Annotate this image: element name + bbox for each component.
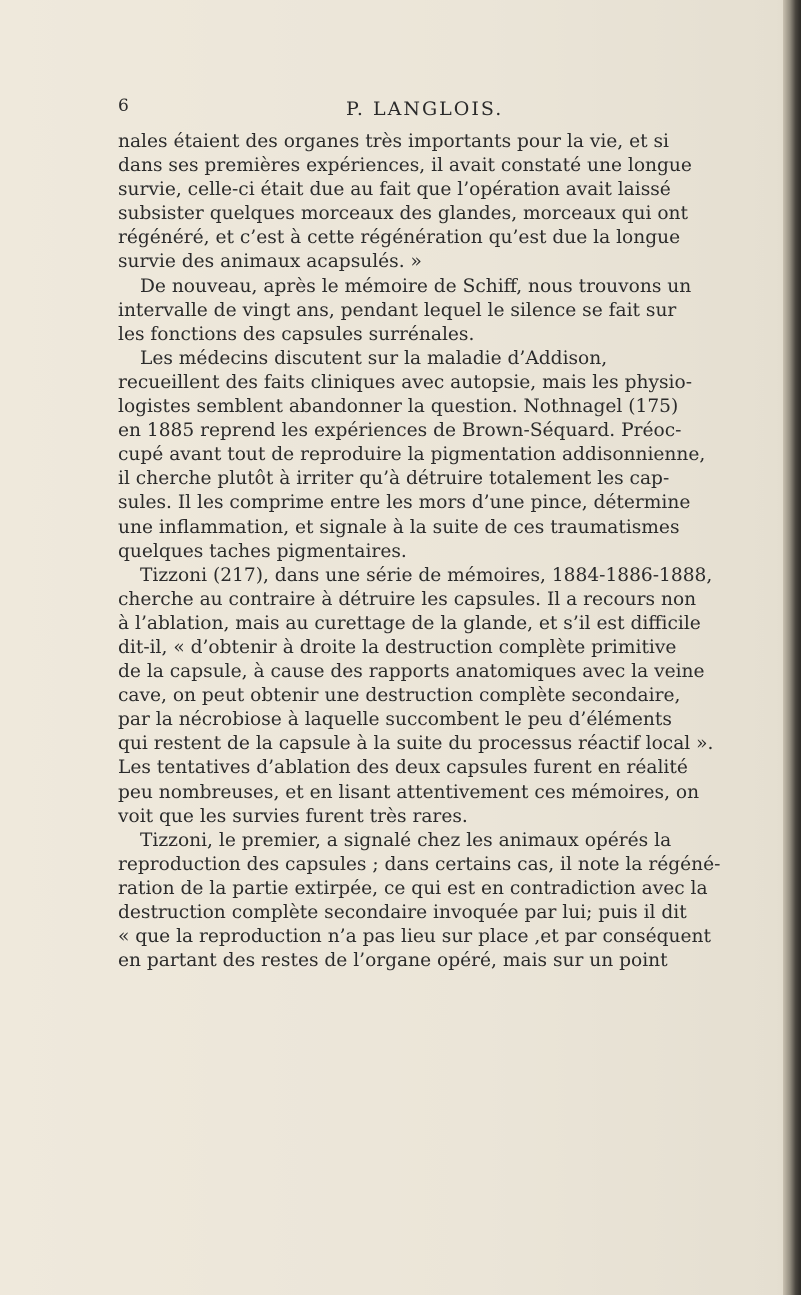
text-line: dit-il, « d’obtenir à droite la destruction complète primitive [118, 636, 677, 658]
text-line: quelques taches pigmentaires. [118, 540, 407, 562]
text-line: cupé avant tout de reproduire la pigmentation addisonnienne, [118, 444, 706, 466]
text-line: survie, celle-ci était due au fait que l’opération avait laissé [118, 179, 671, 201]
body-text [118, 130, 722, 973]
text-line: ration de la partie extirpée, ce qui est en contradiction avec la [118, 877, 708, 899]
text-line: dans ses premières expériences, il avait constaté une longue [118, 155, 692, 177]
text-line: logistes semblent abandonner la question. Nothnagel (175) [118, 396, 679, 418]
text-line: une inflammation, et signale à la suite de ces traumatismes [118, 516, 680, 538]
text-line: « que la reproduction n’a pas lieu sur place ,et par conséquent [118, 926, 711, 948]
text-line: cherche au contraire à détruire les capsules. Il a recours non [118, 588, 697, 610]
paragraph-start: Tizzoni (217), dans une série de mémoires, 1884-1886-1888, [140, 564, 713, 586]
text-line: il cherche plutôt à irriter qu’à détruire totalement les cap- [118, 468, 670, 490]
text-line: en 1885 reprend les expériences de Brown-Séquard. Préoc- [118, 420, 682, 442]
text-line: destruction complète secondaire invoquée par lui; puis il dit [118, 902, 687, 923]
page-header [118, 96, 722, 124]
text-line: survie des animaux acapsulés. » [118, 251, 422, 273]
text-line: nales étaient des organes très importants pour la vie, et si [118, 131, 669, 152]
text-line: par la nécrobiose à laquelle succombent le peu d’éléments [118, 709, 672, 731]
text-line: de la capsule, à cause des rapports anatomiques avec la veine [118, 661, 705, 683]
paragraph-start: Les médecins discutent sur la maladie d’Addison, [140, 347, 608, 369]
text-line: reproduction des capsules ; dans certains cas, il note la régéné- [118, 853, 721, 875]
text-line: Les tentatives d’ablation des deux capsules furent en réalité [118, 757, 688, 779]
page-number: 6 [118, 96, 129, 116]
paragraph-start: De nouveau, après le mémoire de Schiff, nous trouvons un [140, 275, 692, 297]
text-line: cave, on peut obtenir une destruction complète secondaire, [118, 685, 681, 707]
text-line: intervalle de vingt ans, pendant lequel le silence se fait sur [118, 299, 677, 321]
paragraph-start: Tizzoni, le premier, a signalé chez les animaux opérés la [140, 829, 672, 851]
text-line: peu nombreuses, et en lisant attentivement ces mémoires, on [118, 781, 700, 803]
text-line: sules. Il les comprime entre les mors d’une pince, détermine [118, 492, 691, 514]
text-line: qui restent de la capsule à la suite du processus réactif local ». [118, 733, 714, 755]
text-line: subsister quelques morceaux des glandes, morceaux qui ont [118, 203, 688, 225]
running-head: P. LANGLOIS. [346, 98, 504, 120]
text-line: recueillent des faits cliniques avec autopsie, mais les physio- [118, 371, 692, 393]
text-line: les fonctions des capsules surrénales. [118, 323, 475, 345]
text-line: en partant des restes de l’organe opéré, mais sur un point [118, 950, 668, 972]
book-binding-edge [783, 0, 801, 1295]
text-line: voit que les survies furent très rares. [118, 805, 468, 827]
text-line: à l’ablation, mais au curettage de la glande, et s’il est difficile [118, 612, 701, 634]
text-line: régénéré, et c’est à cette régénération qu’est due la longue [118, 227, 681, 249]
